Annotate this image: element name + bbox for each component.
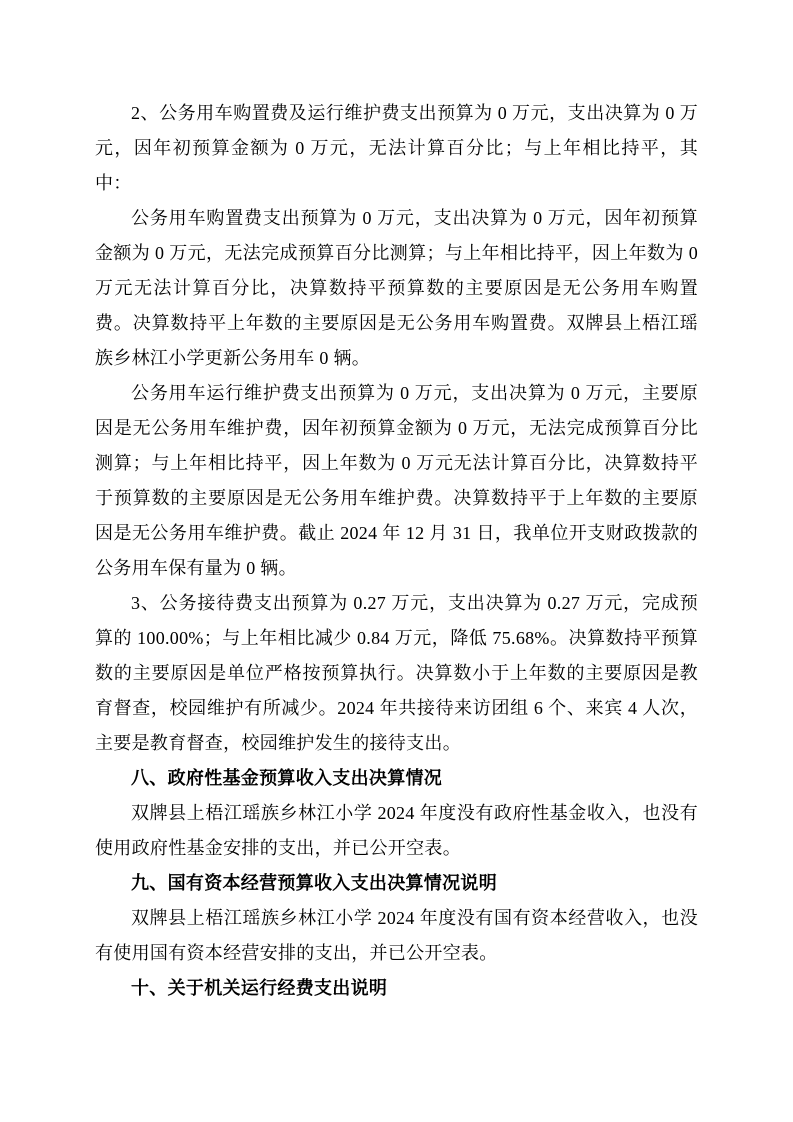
paragraph-government-fund-statement: 双牌县上梧江瑶族乡林江小学 2024 年度没有政府性基金收入，也没有使用政府性基金安排的支出，并已公开空表。	[95, 803, 698, 858]
paragraph-vehicle-maintenance-detail: 公务用车运行维护费支出预算为 0 万元，支出决算为 0 万元，主要原因是无公务用车维护费，因年初预算金额为 0 万元，无法完成预算百分比测算；与上年相比持平，因上年数为 0 万元无法计算百分比，决算数持平于预算数的主要原因是无公务用车维护费。决算数持平于上年数的主要原因是无公务用车维护费。截止 2024 年 12 月 31 日，我单位开支财政拨款的公务用车保有量为 0 辆。	[95, 383, 698, 578]
paragraph-official-reception-expense: 3、公务接待费支出预算为 0.27 万元，支出决算为 0.27 万元，完成预算的 100.00%；与上年相比减少 0.84 万元，降低 75.68%。决算数持平预算数的主要原因是单位严格按预算执行。决算数小于上年数的主要原因是教育督查，校园维护有所减少。2024 年共接待来访团组 6 个、来宾 4 人次，主要是教育督查，校园维护发生的接待支出。	[95, 593, 698, 753]
section-heading-government-fund-budget: 八、政府性基金预算收入支出决算情况	[131, 768, 443, 788]
paragraph-state-capital-statement: 双牌县上梧江瑶族乡林江小学 2024 年度没有国有资本经营收入，也没有使用国有资本经营安排的支出，并已公开空表。	[95, 908, 698, 963]
paragraph-vehicle-purchase-and-maintenance-total: 2、公务用车购置费及运行维护费支出预算为 0 万元，支出决算为 0 万元，因年初预算金额为 0 万元，无法计算百分比；与上年相比持平，其中：	[95, 103, 698, 193]
section-heading-state-capital-budget: 九、国有资本经营预算收入支出决算情况说明	[131, 873, 497, 893]
section-heading-agency-operating-expense: 十、关于机关运行经费支出说明	[131, 978, 388, 998]
paragraph-vehicle-purchase-detail: 公务用车购置费支出预算为 0 万元，支出决算为 0 万元，因年初预算金额为 0 万元，无法完成预算百分比测算；与上年相比持平，因上年数为 0 万元无法计算百分比，决算数持平预算数的主要原因是无公务用车购置费。决算数持平上年数的主要原因是无公务用车购置费。双牌县上梧江瑶族乡林江小学更新公务用车 0 辆。	[95, 208, 698, 368]
